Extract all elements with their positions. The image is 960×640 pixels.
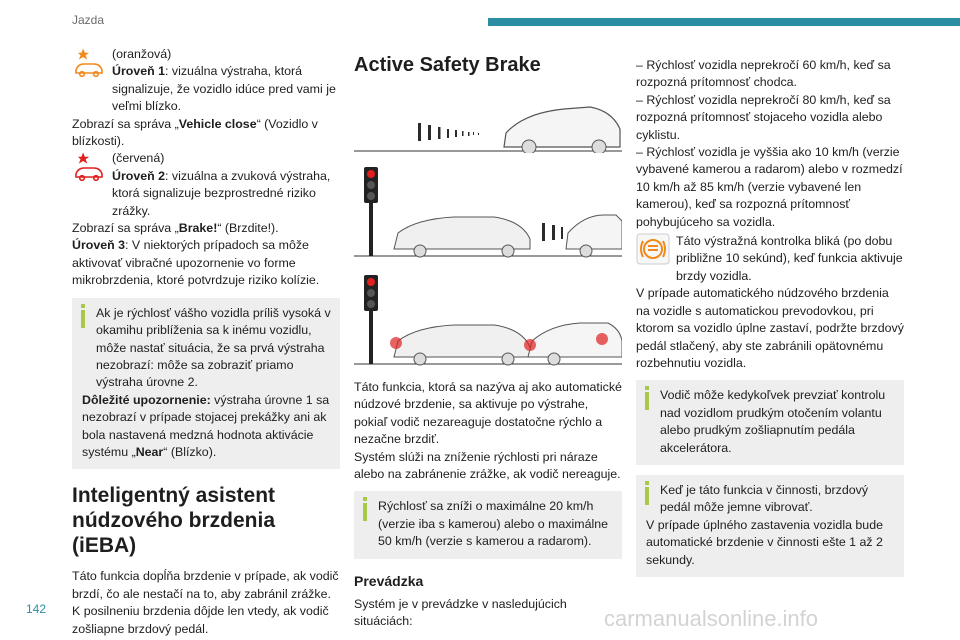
vehicle-close-paragraph: Zobrazí sa správa „Vehicle close“ (Vozidlo v blízkosti).	[72, 116, 318, 149]
operation-paragraph: Systém je v prevádzke v nasledujúcich situáciách:	[354, 597, 567, 629]
header-accent-bar	[488, 18, 960, 26]
note-text: Ak je rýchlosť vášho vozidla príliš vysoká v okamihu priblíženia sa k inému vozidlu, môže nastať situácia, že sa prvá výstraha nezobrazí: môže sa zobraziť priamo výstraha úrovne 2.	[96, 305, 331, 390]
column-right	[636, 57, 904, 587]
info-icon	[645, 487, 649, 505]
level3-paragraph: Úroveň 3: V niektorých prípadoch sa môže aktivovať vibračné upozornenie vo forme mikrobrzdenia, ktoré potvrdzuje riziko kolízie.	[72, 238, 320, 288]
brake-warning-lamp-icon	[636, 233, 670, 265]
column-middle	[354, 54, 622, 631]
ieba-heading: Inteligentný asistent núdzového brzdenia (iEBA)	[72, 484, 276, 558]
info-note-pedal-vibration	[636, 475, 904, 577]
section-title: Jazda	[72, 13, 105, 27]
auto-gearbox-paragraph: V prípade automatického núdzového brzdenia na vozidle s automatickou prevodovkou, pri ktorom sa vozidlo úplne zastaví, podržte brzdový pedál stlačený, aby ste zabránili opätovnému rozbehnutiu vozidla.	[636, 286, 904, 370]
red-label: (červená)	[112, 151, 165, 166]
page-number: 142	[26, 602, 47, 616]
warning-lamp-text: Táto výstražná kontrolka bliká (po dobu približne 10 sekúnd), keď funkcia aktivuje brzdy vozidla.	[676, 234, 903, 283]
illustration-car-approaching	[354, 91, 622, 153]
watermark: carmanualsonline.info	[604, 606, 819, 631]
note-text: Keď je táto funkcia v činnosti, brzdový pedál môže jemne vibrovať.	[660, 482, 869, 515]
asb-paragraph-2: Systém slúži na zníženie rýchlosti pri náraze alebo na zabránenie zrážke, ak vodič nereaguje.	[354, 449, 621, 482]
illustration-traffic-light-red-two	[354, 269, 622, 369]
asb-heading: Active Safety Brake	[354, 54, 541, 76]
level1-block	[72, 46, 340, 116]
column-left	[72, 46, 340, 638]
ieba-paragraph: Táto funkcia dopĺňa brzdenie v prípade, ak vodič brzdí, čo ale nestačí na to, aby zabránil zrážke. K posilneniu brzdenia dôjde len vtedy, ak vodič zošliapne brzdový pedál.	[72, 569, 339, 636]
collision-warning-red-icon	[72, 152, 106, 184]
condition-moving: – Rýchlosť vozidla je vyššia ako 10 km/h (verzie vybavené kamerou a radarom) alebo v rozmedzí 10 km/h až 85 km/h (verzie vybavené len kamerou), keď sa rozpozná prítomnosť pohybujúceho sa vozidla.	[636, 145, 903, 229]
brake-paragraph: Zobrazí sa správa „Brake!“ (Brzdite!).	[72, 221, 279, 236]
condition-pedestrian: – Rýchlosť vozidla neprekročí 60 km/h, keď sa rozpozná prítomnosť chodca.	[636, 58, 891, 90]
note-text-full-stop: V prípade úplného zastavenia vozidla bude automatické brzdenie v činnosti ešte 1 až 2 sekundy.	[646, 517, 883, 567]
info-icon	[81, 310, 85, 328]
info-note-speed-reduction	[354, 491, 622, 558]
note-text: Rýchlosť sa zníži o maximálne 20 km/h (verzie iba s kamerou) alebo o maximálne 50 km/h (verzie s kamerou a radarom).	[378, 499, 609, 549]
level2-paragraph: Úroveň 2: vizuálna a zvuková výstraha, ktorá signalizuje bezprostredné riziko zrážky.	[112, 168, 331, 218]
info-note-speed	[72, 298, 340, 470]
important-note: Dôležité upozornenie: výstraha úrovne 1 sa nezobrazí v prípade stojacej prekážky ani ak bola nastavená medzná hodnota aktivácie systému „Near“ (Blízko).	[82, 392, 330, 459]
warning-lamp-block	[636, 233, 904, 285]
info-icon	[363, 503, 367, 521]
operation-subheading: Prevádzka	[354, 572, 424, 589]
illustration-traffic-light-red-one	[354, 161, 622, 261]
asb-paragraph-1: Táto funkcia, ktorá sa nazýva aj ako automatické núdzové brzdenie, sa aktivuje po výstrahe, pokiaľ vodič nezareaguje dostatočne rýchlo a nezačne brzdiť.	[354, 380, 622, 447]
level2-block	[72, 150, 340, 220]
info-icon	[645, 392, 649, 410]
info-note-driver-control	[636, 380, 904, 465]
level1-paragraph: Úroveň 1: vizuálna výstraha, ktorá signalizuje, že vozidlo idúce pred vami je veľmi blízko.	[112, 64, 336, 114]
orange-label: (oranžová)	[112, 47, 172, 61]
collision-warning-orange-icon	[72, 48, 106, 80]
condition-stationary: – Rýchlosť vozidla neprekročí 80 km/h, keď sa rozpozná prítomnosť stojaceho vozidla alebo cyklistu.	[636, 92, 891, 142]
note-text: Vodič môže kedykoľvek prevziať kontrolu nad vozidlom prudkým otočením volantu alebo prudkým zošliapnutím pedála akcelerátora.	[660, 388, 886, 455]
